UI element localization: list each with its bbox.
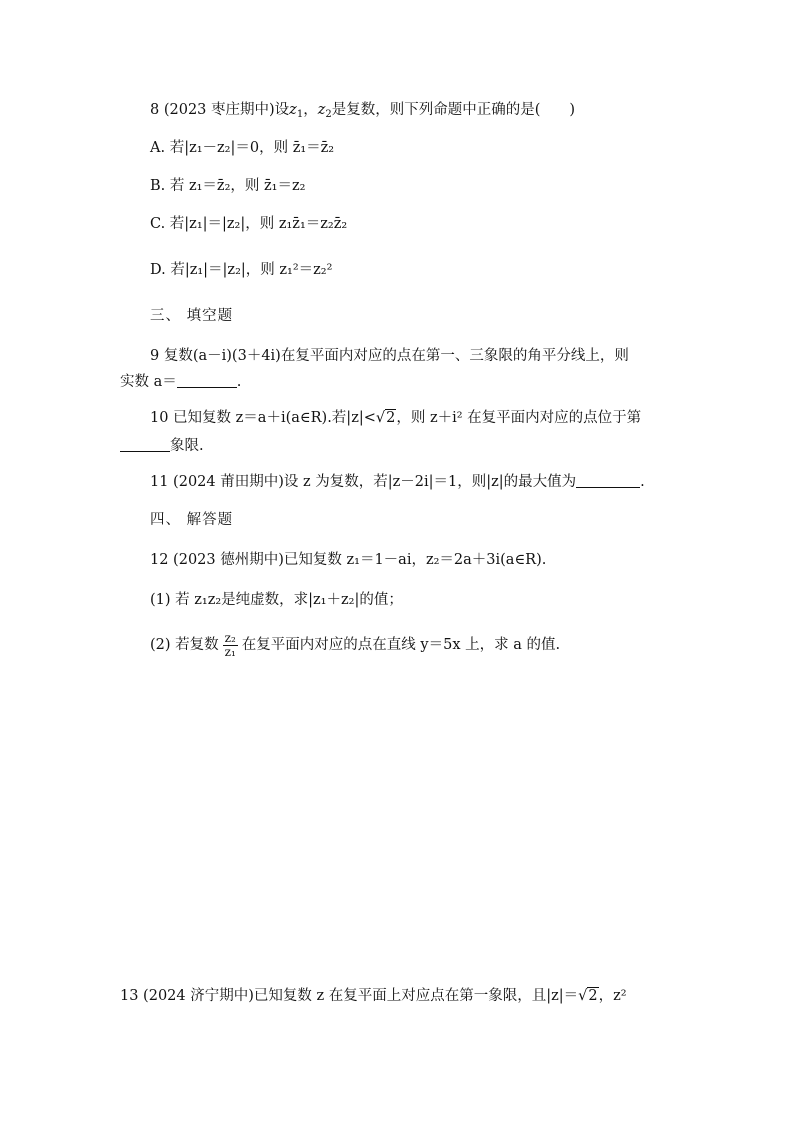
section-4-heading: 四、 解答题 (150, 512, 234, 528)
q13-stem: 13 (2024 济宁期中)已知复数 z 在复平面上对应点在第一象限，且|z|＝√2，z² (120, 988, 627, 1004)
q8-option-a: A. 若|z₁－z₂|＝0，则 z̄₁＝z̄₂ (150, 140, 335, 156)
q9-line1: 9 复数(a－i)(3＋4i)在复平面内对应的点在第一、三象限的角平分线上，则 (150, 348, 629, 364)
q10-line1: 10 已知复数 z＝a＋i(a∈R).若|z|<√2，则 z＋i² 在复平面内对应的点位于第 (150, 410, 642, 426)
section-3-heading: 三、 填空题 (150, 308, 234, 324)
q12-part1: (1) 若 z₁z₂是纯虚数，求|z₁＋z₂|的值； (150, 592, 403, 608)
q11-stem: 11 (2024 莆田期中)设 z 为复数，若|z－2i|＝1，则|z|的最大值为 . (150, 474, 645, 490)
sqrt-symbol: √2 (578, 988, 598, 1004)
q12-stem: 12 (2023 德州期中)已知复数 z₁＝1－ai，z₂＝2a＋3i(a∈R). (150, 552, 547, 568)
q8-stem: 8 (2023 枣庄期中)设$z_1$，$z_2$是复数，则下列命题中正确的是( ) (150, 102, 576, 120)
q10-line2: 象限. (120, 436, 204, 456)
q12-part2: (2) 若复数 $\frac{\text{z₂}}{\text{z₁}}$ 在复平面内对应的点在直线 y＝5x 上，求 a 的值. (150, 630, 561, 659)
q9-answer-blank[interactable] (177, 387, 237, 388)
fraction: $\frac{\text{z₂}}{\text{z₁}}$ (224, 630, 236, 659)
q8-option-d: D. 若|z₁|＝|z₂|，则 z₁²＝z₂² (150, 262, 333, 278)
q9-line2: 实数 a＝ . (120, 374, 242, 390)
q8-option-c: C. 若|z₁|＝|z₂|，则 z₁z̄₁＝z₂z̄₂ (150, 216, 348, 232)
q11-answer-blank[interactable] (576, 487, 640, 488)
sqrt-symbol: √2 (375, 410, 396, 426)
q8-option-b: B. 若 z₁＝z̄₂，则 z̄₁＝z₂ (150, 178, 306, 194)
q10-answer-blank[interactable] (120, 451, 170, 452)
